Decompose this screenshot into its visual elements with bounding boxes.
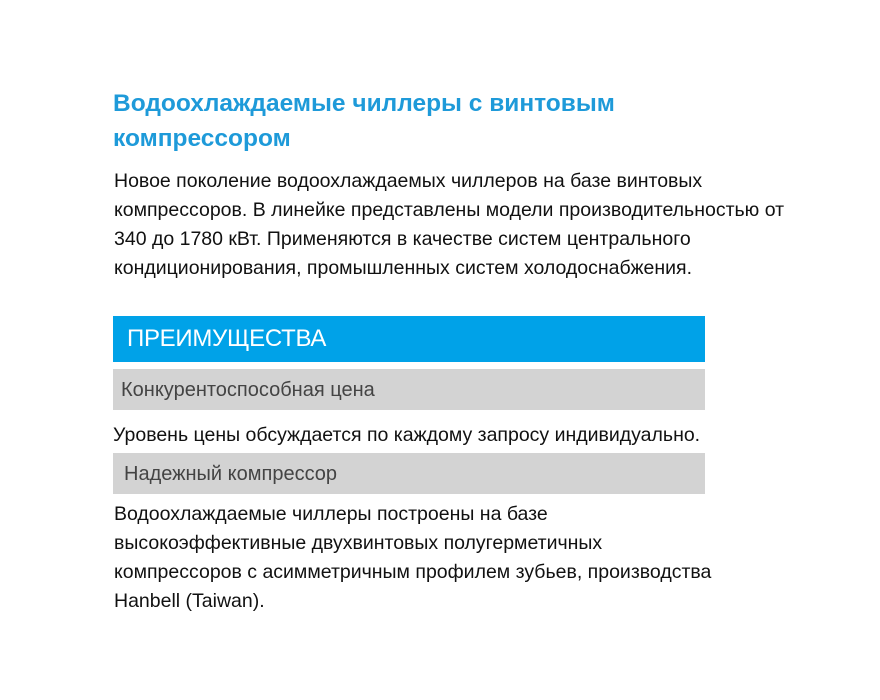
advantages-heading: ПРЕИМУЩЕСТВА <box>127 325 327 352</box>
intro-paragraph: Новое поколение водоохлаждаемых чиллеров на базе винтовых компрессоров. В линейке представлены модели производительностью от 340 до 1780 кВт. Применяются в качестве систем центрального кондиционирования, промышленных систем холодоснабжения. <box>114 170 785 279</box>
feature-bar-price <box>113 369 705 410</box>
page-title: Водоохлаждаемые чиллеры с винтовым компрессором <box>113 90 615 152</box>
feature-description-price: Уровень цены обсуждается по каждому запросу индивидуально. <box>113 424 701 446</box>
feature-bar-compressor <box>113 453 705 494</box>
feature-label-price: Конкурентоспособная цена <box>121 379 375 401</box>
advantages-banner <box>113 316 705 362</box>
feature-description-compressor: Водоохлаждаемые чиллеры построены на базе высокоэффективные двухвинтовых полугерметичных компрессоров с асимметричным профилем зубьев, производства Hanbell (Taiwan). <box>114 503 712 612</box>
feature-label-compressor: Надежный компрессор <box>124 463 338 485</box>
